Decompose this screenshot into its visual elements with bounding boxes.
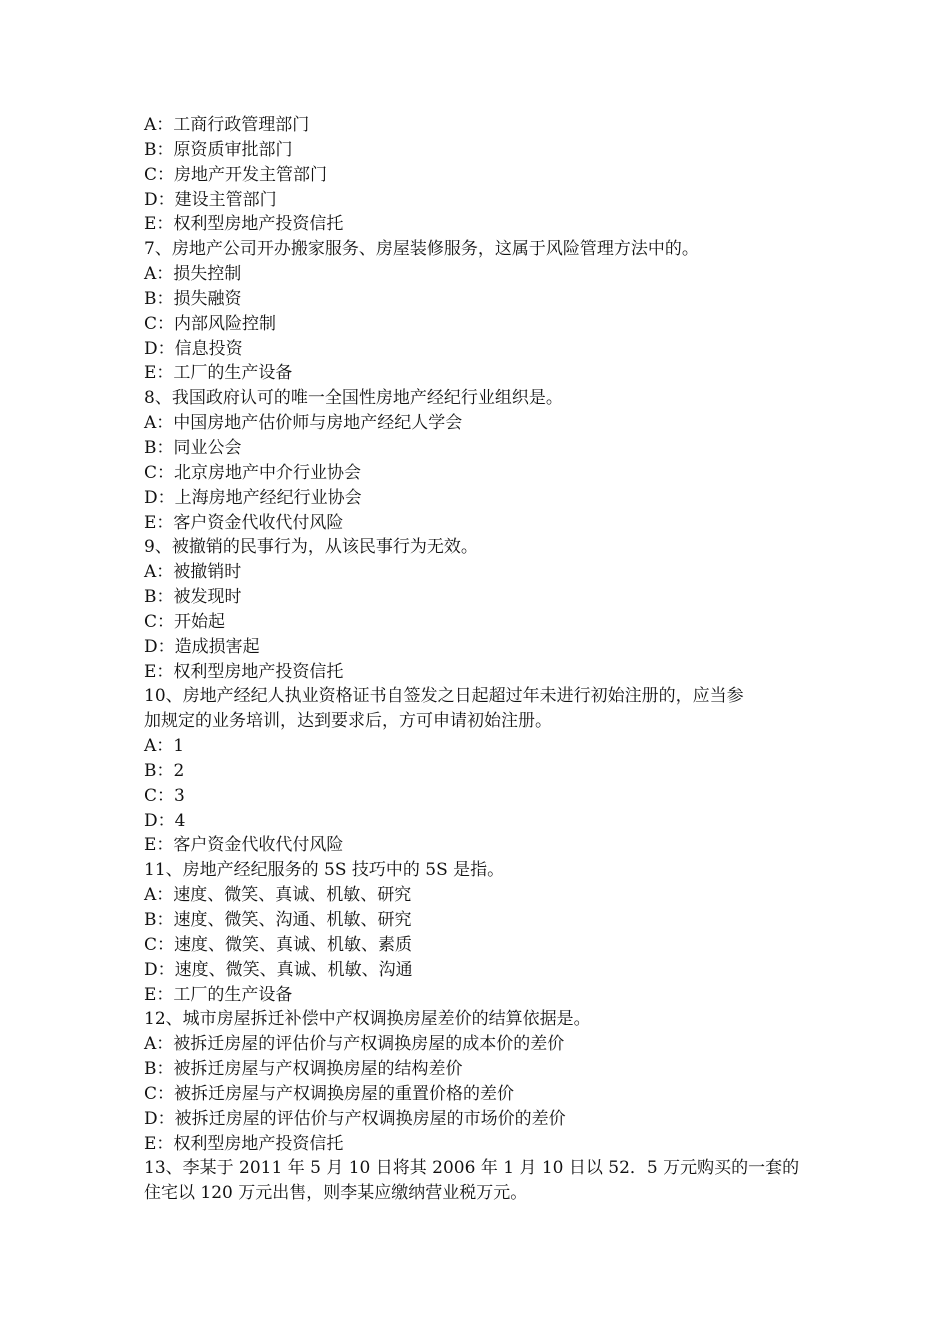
option-line: A：被拆迁房屋的评估价与产权调换房屋的成本价的差价 (144, 1034, 565, 1055)
option-line: A：中国房地产估价师与房地产经纪人学会 (144, 413, 463, 434)
option-line: D：被拆迁房屋的评估价与产权调换房屋的市场价的差价 (144, 1108, 566, 1129)
option-line: B：同业公会 (144, 437, 242, 458)
option-line: C：内部风险控制 (144, 313, 277, 334)
option-line: C：北京房地产中介行业协会 (144, 462, 362, 483)
option-line: E：客户资金代收代付风险 (144, 835, 344, 856)
option-line: E：工厂的生产设备 (144, 363, 293, 384)
option-line: A：损失控制 (144, 264, 242, 285)
document-page (144, 113, 824, 1206)
question-line: 11、房地产经纪服务的 5S 技巧中的 5S 是指。 (144, 860, 505, 881)
option-line: C：房地产开发主管部门 (144, 164, 328, 185)
option-line: E：权利型房地产投资信托 (144, 1133, 344, 1154)
question-line: 9、被撤销的民事行为，从该民事行为无效。 (144, 537, 478, 558)
option-line: C：速度、微笑、真诚、机敏、素质 (144, 934, 413, 955)
option-line: D：速度、微笑、真诚、机敏、沟通 (144, 959, 413, 980)
option-line: D：信息投资 (144, 338, 243, 359)
option-line: A：1 (144, 736, 185, 757)
option-line: B：速度、微笑、沟通、机敏、研究 (144, 910, 412, 930)
option-line: C：3 (144, 785, 185, 806)
option-line: B：被发现时 (144, 587, 242, 608)
question-line: 8、我国政府认可的唯一全国性房地产经纪行业组织是。 (144, 388, 563, 409)
option-line: B：被拆迁房屋与产权调换房屋的结构差价 (144, 1059, 463, 1080)
question-line: 住宅以 120 万元出售，则李某应缴纳营业税万元。 (144, 1183, 528, 1204)
option-line: E：权利型房地产投资信托 (144, 661, 344, 682)
option-line: B：原资质审批部门 (144, 139, 293, 160)
option-line: E：客户资金代收代付风险 (144, 512, 344, 533)
question-line: 10、房地产经纪人执业资格证书自签发之日起超过年未进行初始注册的，应当参 (144, 686, 744, 707)
option-line: C：开始起 (144, 611, 226, 632)
option-line: A：速度、微笑、真诚、机敏、研究 (144, 885, 412, 906)
option-line: E：权利型房地产投资信托 (144, 214, 344, 235)
question-line: 7、房地产公司开办搬家服务、房屋装修服务，这属于风险管理方法中的。 (144, 239, 699, 260)
option-line: C：被拆迁房屋与产权调换房屋的重置价格的差价 (144, 1083, 515, 1104)
option-line: E：工厂的生产设备 (144, 984, 293, 1005)
question-line: 12、城市房屋拆迁补偿中产权调换房屋差价的结算依据是。 (144, 1009, 591, 1030)
option-line: B：2 (144, 760, 185, 781)
option-line: A：工商行政管理部门 (144, 115, 310, 135)
option-line: B：损失融资 (144, 288, 242, 309)
option-line: D：造成损害起 (144, 636, 260, 657)
option-line: D：建设主管部门 (144, 189, 277, 210)
question-line: 13、李某于 2011 年 5 月 10 日将其 2006 年 1 月 10 日以 52．5 万元购买的一套的 (144, 1158, 800, 1179)
option-line: A：被撤销时 (144, 562, 242, 583)
option-line: D：4 (144, 810, 186, 831)
option-line: D：上海房地产经纪行业协会 (144, 487, 362, 508)
question-line: 加规定的业务培训，达到要求后，方可申请初始注册。 (144, 711, 552, 732)
